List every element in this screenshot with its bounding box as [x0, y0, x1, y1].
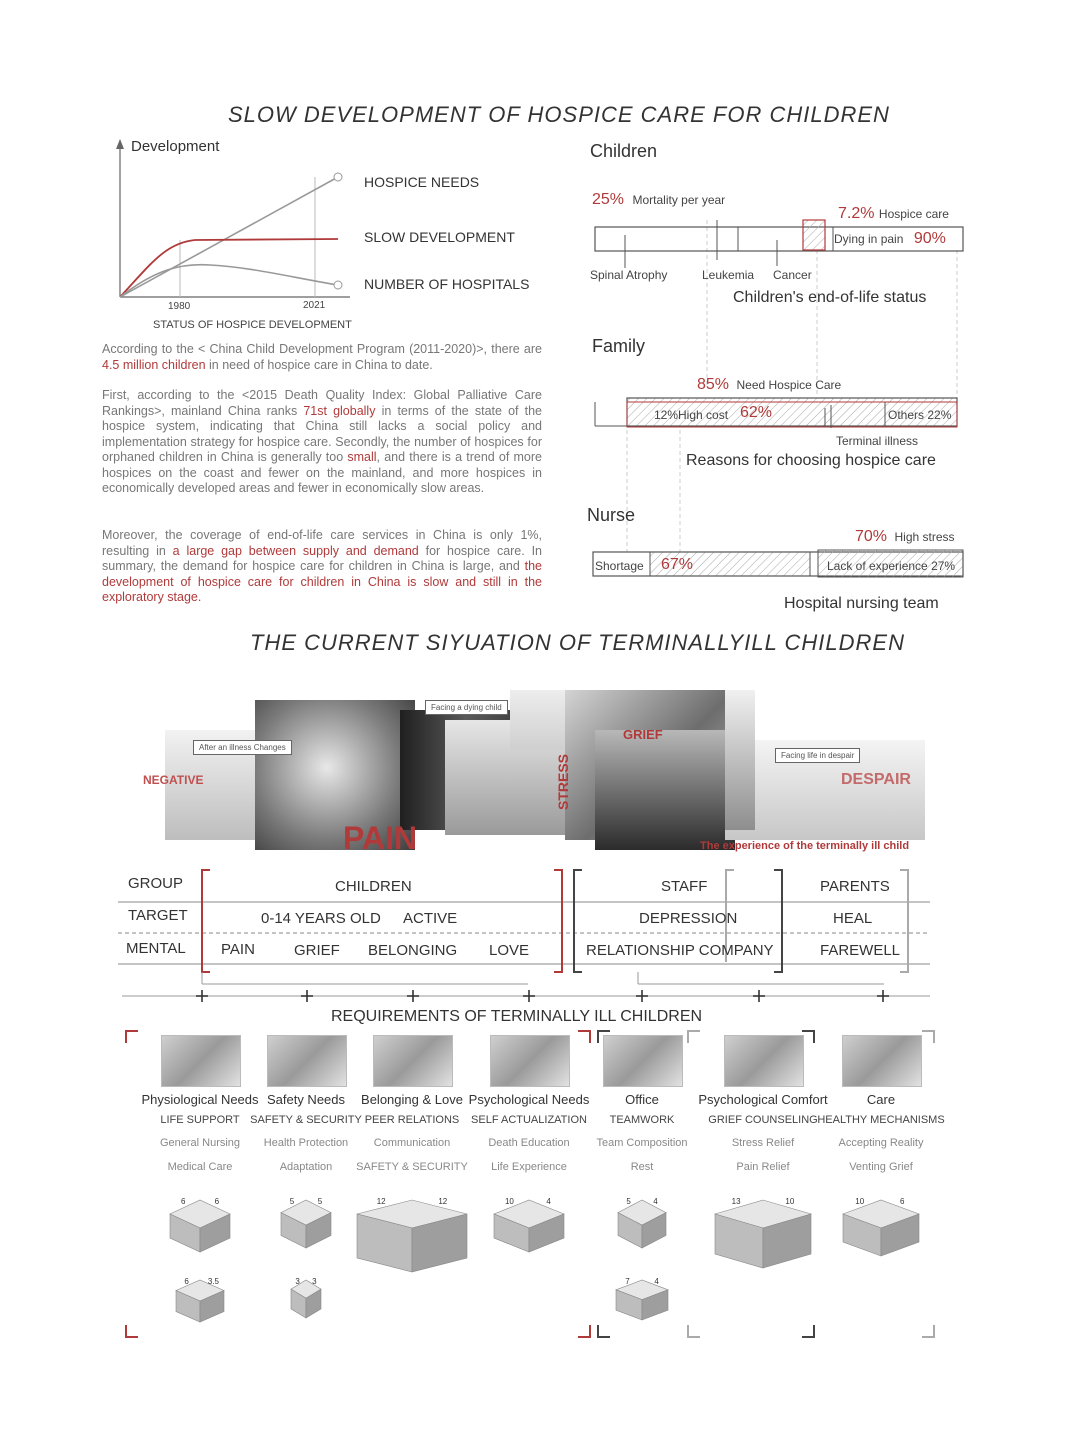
- high-cost-label: 12%High cost: [654, 408, 729, 422]
- requirement-photo: [267, 1035, 347, 1087]
- box-dimension-label: 3.5: [207, 1277, 220, 1286]
- box-dimension-label: 6: [184, 1277, 189, 1286]
- row-label-mental: MENTAL: [126, 940, 186, 957]
- volume-block-secondary: [166, 1270, 234, 1330]
- y-axis-label: Development: [131, 138, 220, 155]
- corner-staff-br: [802, 1325, 814, 1337]
- hospice-care-segment: [803, 220, 825, 250]
- requirement-item: Medical Care: [167, 1161, 233, 1173]
- requirement-subtitle: TEAMWORK: [609, 1114, 675, 1126]
- box-dimension-label: 6: [214, 1197, 220, 1206]
- corner-care-br: [922, 1325, 934, 1337]
- mental-grief: GRIEF: [294, 942, 340, 959]
- corner-office-bl: [688, 1325, 700, 1337]
- requirement-item: Rest: [630, 1161, 654, 1173]
- mental-farewell: FAREWELL: [820, 942, 901, 959]
- despair-word: DESPAIR: [841, 771, 911, 788]
- requirement-photo: [161, 1035, 241, 1087]
- requirement-item: General Nursing: [159, 1137, 241, 1149]
- volume-block-secondary: [281, 1270, 331, 1326]
- y-axis-arrow: [116, 139, 124, 149]
- nurse-caption: Hospital nursing team: [784, 595, 939, 612]
- requirement-item: Accepting Reality: [838, 1137, 924, 1149]
- volume-block: [833, 1190, 929, 1264]
- requirement-item: Life Experience: [491, 1161, 567, 1173]
- bubble-illness: After an illness Changes: [193, 740, 292, 755]
- line-number-of-hospitals: [120, 265, 338, 297]
- requirement-item: SAFETY & SECURITY: [356, 1161, 468, 1173]
- terminal-pct: 62%: [740, 404, 773, 421]
- box-dimension-label: 3: [295, 1277, 300, 1286]
- stress-stat: 70% High stress: [855, 528, 955, 545]
- corner-bl: [126, 1325, 138, 1337]
- paragraph-2: First, according to the <2015 Death Quality Index: Global Palliative Care Rankings>, mainland China ranks 71st globally in terms of the state of the hospice system, indicating that China still lacks a social policy and implementation strategy for hospice care. Secondly, the number of hospices for orphaned children in China is generally too small, and there is a trend of more hospices on the coast and fewer on the mainland, and more hospices in economically developed areas and fewer in economically slow areas.: [102, 388, 542, 495]
- children-header: Children: [590, 141, 658, 161]
- family-header: Family: [592, 336, 645, 356]
- bubble-dying: Facing a dying child: [425, 700, 508, 715]
- experience-caption: The experience of the terminally ill child: [700, 840, 910, 852]
- requirement-title: Psychological Needs: [468, 1092, 590, 1107]
- box-dimension-label: 6: [180, 1197, 186, 1206]
- disease-cancer: Cancer: [773, 268, 812, 282]
- children-bracket-left: [202, 870, 210, 972]
- box-dimension-label: 7: [625, 1277, 630, 1286]
- x-tick-2021: 2021: [303, 300, 326, 311]
- requirement-item: Adaptation: [279, 1161, 333, 1173]
- shortage-pct: 67%: [661, 556, 694, 573]
- box-dimension-label: 5: [626, 1197, 631, 1206]
- volume-block: [705, 1190, 821, 1276]
- mental-pain: PAIN: [221, 941, 255, 958]
- grief-word: GRIEF: [623, 727, 663, 742]
- label-number-of-hospitals: NUMBER OF HOSPITALS: [364, 276, 530, 292]
- requirement-subtitle: GRIEF COUNSELING: [708, 1114, 818, 1126]
- box-dimension-label: 13: [731, 1197, 741, 1206]
- children-bracket-right: [554, 870, 562, 972]
- staff-bracket-left: [574, 870, 582, 972]
- collage-parent-photo: [595, 730, 735, 850]
- row-label-target: TARGET: [128, 907, 188, 924]
- requirement-item: Death Education: [488, 1137, 570, 1149]
- target-depression: DEPRESSION: [639, 910, 738, 927]
- requirement-photo: [603, 1035, 683, 1087]
- requirement-photo: [373, 1035, 453, 1087]
- mortality-stat: 25% Mortality per year: [592, 191, 726, 208]
- requirement-photo: [724, 1035, 804, 1087]
- requirement-subtitle: PEER RELATIONS: [364, 1114, 460, 1126]
- target-active: ACTIVE: [403, 910, 458, 927]
- stress-word: STRESS: [555, 753, 571, 810]
- parents-bracket-right: [900, 870, 908, 972]
- mental-love: LOVE: [489, 942, 530, 959]
- x-tick-1980: 1980: [168, 301, 191, 312]
- box-dimension-label: 3: [312, 1277, 317, 1286]
- box-dimension-label: 10: [855, 1197, 865, 1206]
- family-caption: Reasons for choosing hospice care: [686, 452, 936, 469]
- shortage-label: Shortage: [595, 559, 644, 573]
- corner-br-red: [578, 1325, 590, 1337]
- requirement-title: Safety Needs: [266, 1092, 346, 1107]
- requirement-item: Team Composition: [596, 1137, 688, 1149]
- line-slow-development: [120, 239, 338, 297]
- lack-label: Lack of experience 27%: [827, 559, 956, 573]
- paragraph-1: According to the < China Child Development Program (2011-2020)>, there are 4.5 million children in need of hospice care in China to date.: [102, 342, 542, 372]
- row-label-group: GROUP: [128, 875, 184, 892]
- box-dimension-label: 4: [653, 1197, 658, 1206]
- volume-block: [347, 1190, 477, 1280]
- label-hospice-needs: HOSPICE NEEDS: [364, 174, 480, 190]
- requirement-title: Belonging & Love: [361, 1092, 463, 1107]
- volume-block: [271, 1190, 341, 1256]
- children-caption: Children's end-of-life status: [733, 289, 927, 306]
- requirement-subtitle: SAFETY & SECURITY: [250, 1114, 362, 1126]
- bubble-despair: Facing life in despair: [775, 748, 860, 763]
- requirement-subtitle: SELF ACTUALIZATION: [471, 1114, 587, 1126]
- paragraph-3: Moreover, the coverage of end-of-life care services in China is only 1%, resulting in a large gap between supply and demand for hospice care. In summary, the demand for hospice care for children in China is large, and the development of hospice care for children in China is slow and still in the exploratory stage.: [102, 528, 542, 604]
- requirement-photo: [490, 1035, 570, 1087]
- requirement-photo: [842, 1035, 922, 1087]
- box-dimension-label: 12: [438, 1197, 448, 1206]
- group-table-lines: [118, 866, 938, 1006]
- disease-spinal: Spinal Atrophy: [590, 268, 668, 282]
- disease-leukemia: Leukemia: [702, 268, 755, 282]
- box-dimension-label: 10: [785, 1197, 795, 1206]
- requirement-item: Health Protection: [263, 1137, 349, 1149]
- requirement-title: Psychological Comfort: [698, 1092, 828, 1107]
- collage-tower-photo: [725, 690, 755, 830]
- requirement-item: Pain Relief: [736, 1161, 790, 1173]
- main-title: SLOW DEVELOPMENT OF HOSPICE CARE FOR CHILDREN: [228, 102, 890, 127]
- label-slow-development: SLOW DEVELOPMENT: [364, 229, 515, 245]
- volume-block: [608, 1190, 676, 1256]
- staff-bracket-right: [774, 870, 782, 972]
- requirement-subtitle: HEALTHY MECHANISMS: [817, 1114, 945, 1126]
- pain-word: PAIN: [343, 820, 418, 856]
- target-heal: HEAL: [833, 910, 873, 927]
- volume-block-secondary: [606, 1270, 678, 1328]
- box-dimension-label: 12: [376, 1197, 386, 1206]
- requirement-item: Venting Grief: [849, 1161, 913, 1173]
- marker-hospitals: [334, 281, 342, 289]
- box-dimension-label: 10: [504, 1197, 514, 1206]
- volume-block: [160, 1190, 240, 1260]
- box-dimension-label: 6: [900, 1197, 905, 1206]
- negative-label: NEGATIVE: [143, 773, 204, 787]
- requirement-subtitle: LIFE SUPPORT: [160, 1114, 240, 1126]
- hospice-stat: 7.2% Hospice care: [838, 205, 949, 222]
- situation-title: THE CURRENT SIYUATION OF TERMINALLYILL CHILDREN: [250, 630, 905, 655]
- requirement-title: Office: [625, 1092, 659, 1107]
- requirement-title: Physiological Needs: [141, 1092, 259, 1107]
- box-dimension-label: 5: [317, 1197, 323, 1206]
- corner-office-tl: [688, 1031, 700, 1043]
- terminal-label: Terminal illness: [836, 434, 919, 448]
- box-dimension-label: 5: [289, 1197, 295, 1206]
- corner-tr-red: [578, 1031, 590, 1043]
- requirement-title: Care: [866, 1092, 896, 1107]
- target-age: 0-14 YEARS OLD: [261, 910, 381, 927]
- group-parents: PARENTS: [820, 878, 890, 895]
- pain-stat: Dying in pain 90%: [834, 230, 946, 247]
- marker-hospice-needs: [334, 173, 342, 181]
- requirement-item: Stress Relief: [731, 1137, 795, 1149]
- requirement-item: Communication: [373, 1137, 451, 1149]
- corner-tl: [126, 1031, 138, 1043]
- need-stat: 85% Need Hospice Care: [697, 376, 842, 393]
- mental-relationship: RELATIONSHIP COMPANY: [586, 942, 774, 959]
- group-children: CHILDREN: [335, 878, 412, 895]
- mental-belonging: BELONGING: [368, 942, 458, 959]
- nurse-header: Nurse: [587, 505, 636, 525]
- others-label: Others 22%: [888, 408, 952, 422]
- requirements-title: REQUIREMENTS OF TERMINALLY ILL CHILDREN: [331, 1008, 703, 1025]
- chart-caption: STATUS OF HOSPICE DEVELOPMENT: [153, 319, 352, 331]
- group-staff: STAFF: [661, 878, 708, 895]
- box-dimension-label: 4: [654, 1277, 659, 1286]
- box-dimension-label: 4: [546, 1197, 551, 1206]
- corner-care-tr: [922, 1031, 934, 1043]
- volume-block: [484, 1190, 574, 1260]
- experience-collage: [143, 670, 930, 870]
